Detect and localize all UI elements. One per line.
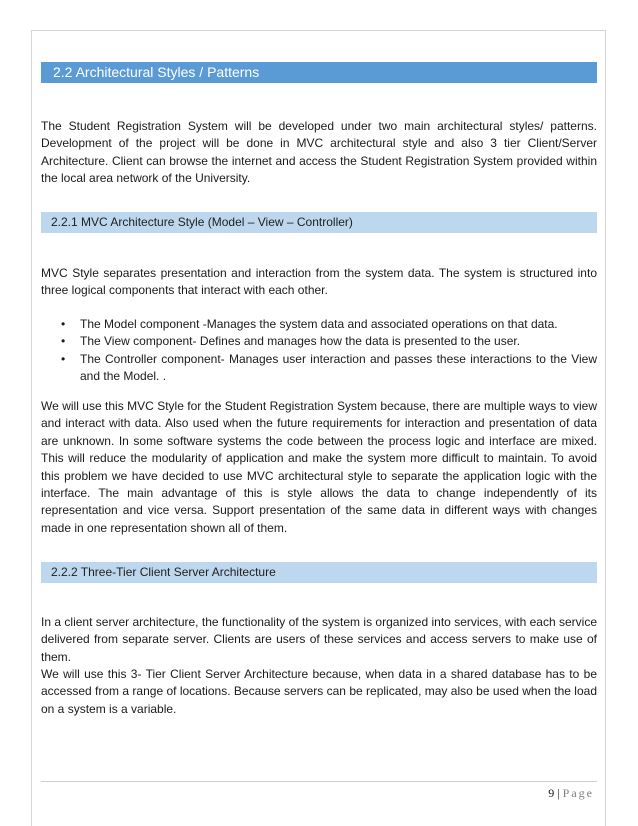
footer-divider [41, 781, 597, 782]
tier-para-2: We will use this 3- Tier Client Server Architecture because, when data in a shared database has to be accessed from a range of locations. Because servers can be replicated, may also be used when the load on a system is a variable. [41, 667, 597, 716]
tier-heading: 2.2.2 Three-Tier Client Server Architecture [41, 562, 597, 583]
bullet-icon: • [61, 317, 66, 331]
page-number: 9 [548, 786, 555, 800]
bullet-icon: • [61, 351, 66, 366]
section-heading: 2.2 Architectural Styles / Patterns [41, 62, 597, 83]
list-item: • The Controller component- Manages user interaction and passes these interactions to the View and the Model. . [61, 351, 597, 384]
section-intro: The Student Registration System will be developed under two main architectural styles/ patterns. Development of the project will be done in MVC architectural style and also 3 tier Client/Server Architecture. Client can browse the internet and access the Student Registration System provided within the local area network of the University. [41, 119, 597, 186]
page-footer [548, 786, 594, 801]
mvc-rationale: We will use this MVC Style for the Student Registration System because, there are multiple ways to view and interact with data. Also used when the future requirements for interaction and presentation of data are unknown. In some software systems the code between the process logic and interface are mixed. This will reduce the modularity of application and make the system more difficult to maintain. To avoid this problem we have decided to use MVC architectural style to separate the application logic with the interface. The main advantage of this is style allows the data to change independently of its representation and vice versa. Support presentation of the same data in different ways with changes made in one representation shown all of them. [41, 399, 597, 535]
list-item: • The Model component -Manages the system data and associated operations on that data. [41, 316, 597, 333]
mvc-heading: 2.2.1 MVC Architecture Style (Model – View – Controller) [41, 212, 597, 233]
mvc-intro: MVC Style separates presentation and interaction from the system data. The system is structured into three logical components that interact with each other. [41, 266, 597, 298]
footer-separator: | [557, 786, 560, 800]
tier-para-1: In a client server architecture, the functionality of the system is organized into services, with each service delivered from separate server. Clients are users of these services and access servers to make use of them. [41, 615, 597, 664]
bullet-icon: • [61, 334, 66, 349]
mvc-bullet-list [41, 316, 597, 386]
page-label: Page [562, 786, 594, 800]
list-item: • The View component- Defines and manages how the data is presented to the user. [41, 333, 597, 350]
